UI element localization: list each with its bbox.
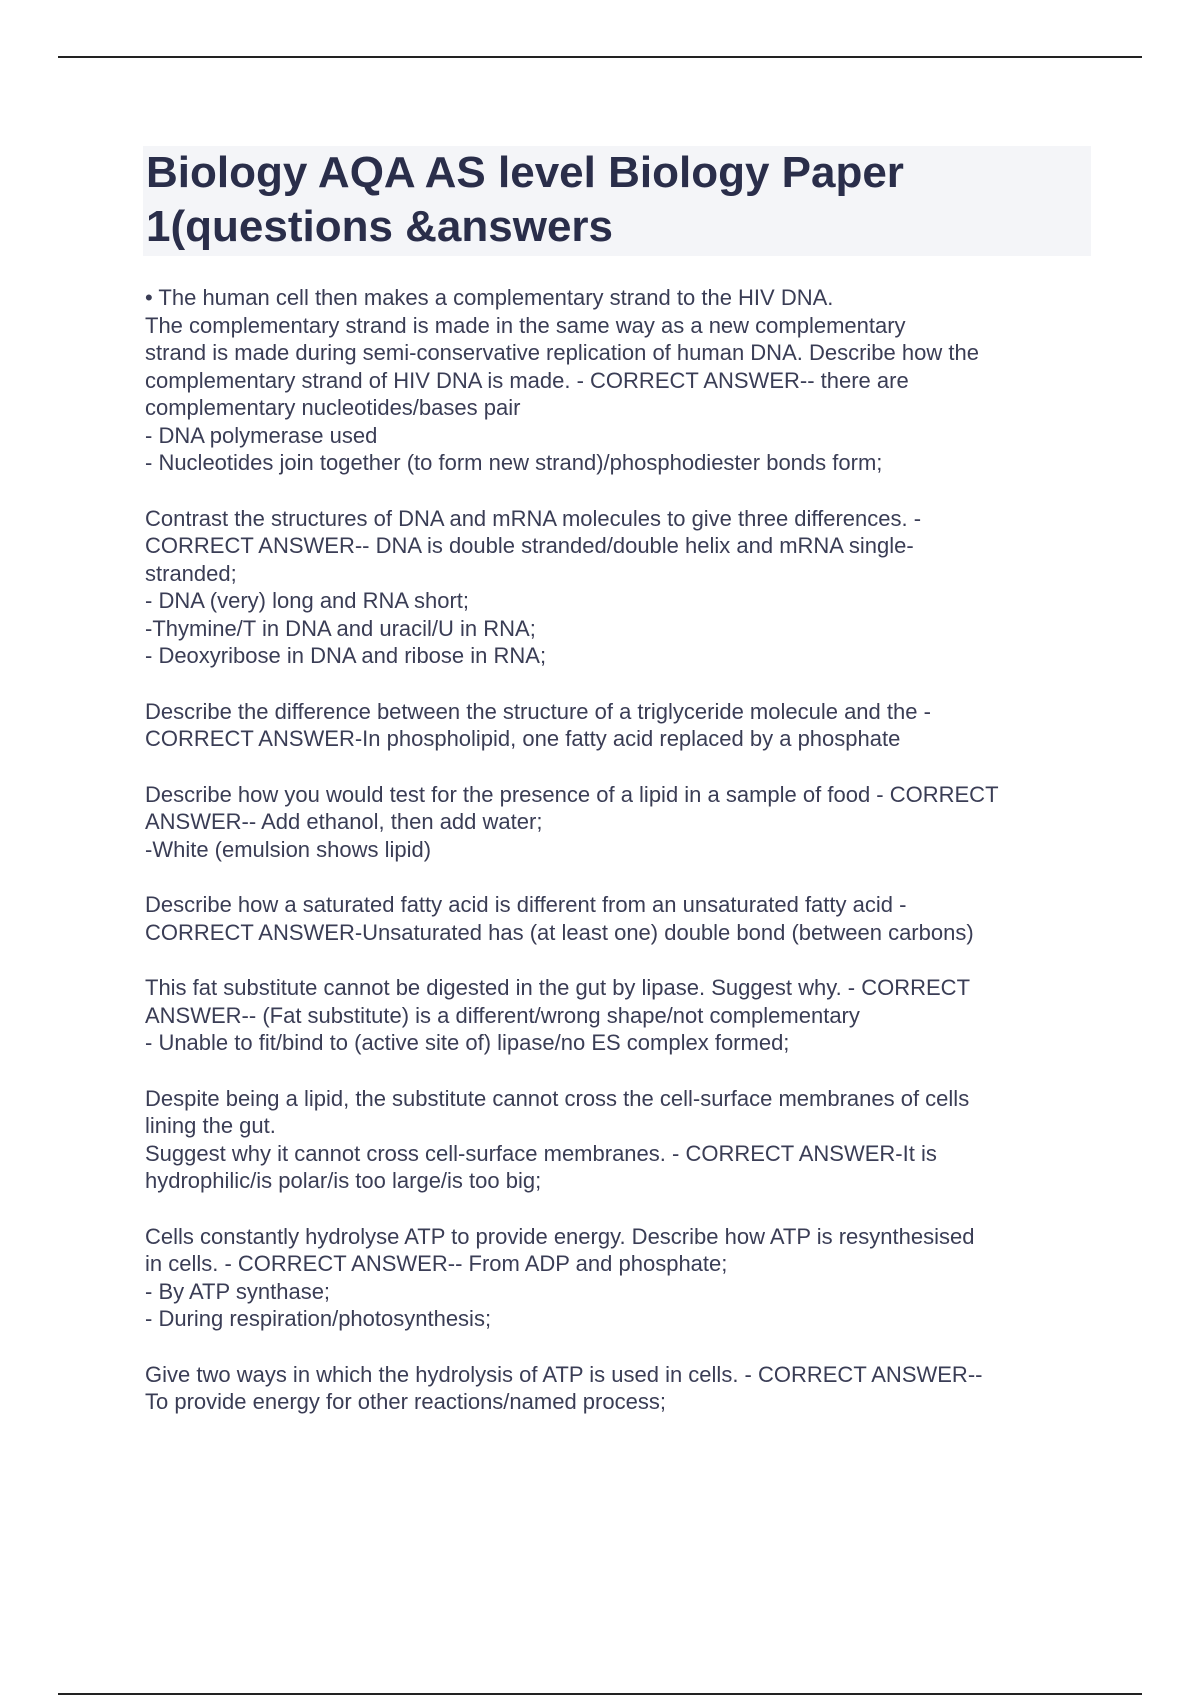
bottom-rule — [58, 1693, 1142, 1695]
qa-line: strand is made during semi-conservative replication of human DNA. Describe how the — [145, 340, 979, 365]
qa-line: in cells. - CORRECT ANSWER-- From ADP and phosphate; — [145, 1251, 728, 1276]
qa-line: Describe the difference between the structure of a triglyceride molecule and the - — [145, 698, 931, 724]
qa-line: - During respiration/photosynthesis; — [145, 1306, 492, 1331]
title-line-2: 1(questions &answers — [146, 202, 614, 251]
qa-entry — [145, 698, 1095, 753]
qa-entry — [145, 284, 1095, 477]
qa-line: - DNA polymerase used — [145, 422, 378, 448]
qa-entry — [145, 1085, 1095, 1195]
qa-entry — [145, 781, 1095, 864]
qa-entry — [145, 1223, 1095, 1333]
qa-line: - Nucleotides join together (to form new strand)/phosphodiester bonds form; — [145, 450, 883, 475]
qa-line: This fat substitute cannot be digested in the gut by lipase. Suggest why. - CORRECT — [145, 975, 971, 1000]
qa-line: Describe how you would test for the presence of a lipid in a sample of food - CORRECT — [145, 781, 999, 807]
qa-line: complementary strand of HIV DNA is made. - CORRECT ANSWER-- there are — [145, 367, 909, 393]
qa-line: Give two ways in which the hydrolysis of ATP is used in cells. - CORRECT ANSWER-- — [145, 1361, 983, 1387]
qa-line: - DNA (very) long and RNA short; — [145, 588, 470, 613]
page-title — [146, 146, 1086, 254]
qa-line: CORRECT ANSWER-- DNA is double stranded/double helix and mRNA single- — [145, 533, 914, 558]
qa-line: - By ATP synthase; — [145, 1278, 331, 1304]
top-rule — [58, 56, 1142, 58]
qa-line: Describe how a saturated fatty acid is different from an unsaturated fatty acid - — [145, 892, 907, 917]
qa-line: Despite being a lipid, the substitute cannot cross the cell-surface membranes of cells — [145, 1085, 970, 1111]
qa-content — [145, 284, 1095, 1444]
qa-line: -White (emulsion shows lipid) — [145, 836, 432, 862]
qa-line: -Thymine/T in DNA and uracil/U in RNA; — [145, 615, 536, 641]
qa-line: Cells constantly hydrolyse ATP to provide energy. Describe how ATP is resynthesised — [145, 1223, 975, 1249]
qa-line: - Unable to fit/bind to (active site of) lipase/no ES complex formed; — [145, 1030, 790, 1055]
qa-entry — [145, 1361, 1095, 1416]
qa-line: Suggest why it cannot cross cell-surface membranes. - CORRECT ANSWER-It is — [145, 1140, 937, 1166]
qa-line: CORRECT ANSWER-In phospholipid, one fatty acid replaced by a phosphate — [145, 726, 901, 751]
qa-entry — [145, 891, 1095, 946]
qa-line: Contrast the structures of DNA and mRNA molecules to give three differences. - — [145, 505, 922, 531]
qa-line: To provide energy for other reactions/named process; — [145, 1389, 666, 1414]
qa-line: stranded; — [145, 560, 237, 586]
qa-entry — [145, 974, 1095, 1057]
qa-line: complementary nucleotides/bases pair — [145, 395, 521, 420]
title-line-1: Biology AQA AS level Biology Paper — [146, 148, 904, 197]
qa-line: CORRECT ANSWER-Unsaturated has (at least one) double bond (between carbons) — [145, 919, 974, 945]
qa-line: - Deoxyribose in DNA and ribose in RNA; — [145, 643, 547, 668]
qa-line: ANSWER-- (Fat substitute) is a different/wrong shape/not complementary — [145, 1002, 860, 1028]
qa-line: ANSWER-- Add ethanol, then add water; — [145, 809, 543, 834]
qa-line: • The human cell then makes a complementary strand to the HIV DNA. — [145, 285, 834, 310]
qa-line: hydrophilic/is polar/is too large/is too big; — [145, 1168, 542, 1193]
qa-line: The complementary strand is made in the same way as a new complementary — [145, 312, 906, 338]
qa-line: lining the gut. — [145, 1113, 276, 1138]
qa-entry — [145, 505, 1095, 670]
